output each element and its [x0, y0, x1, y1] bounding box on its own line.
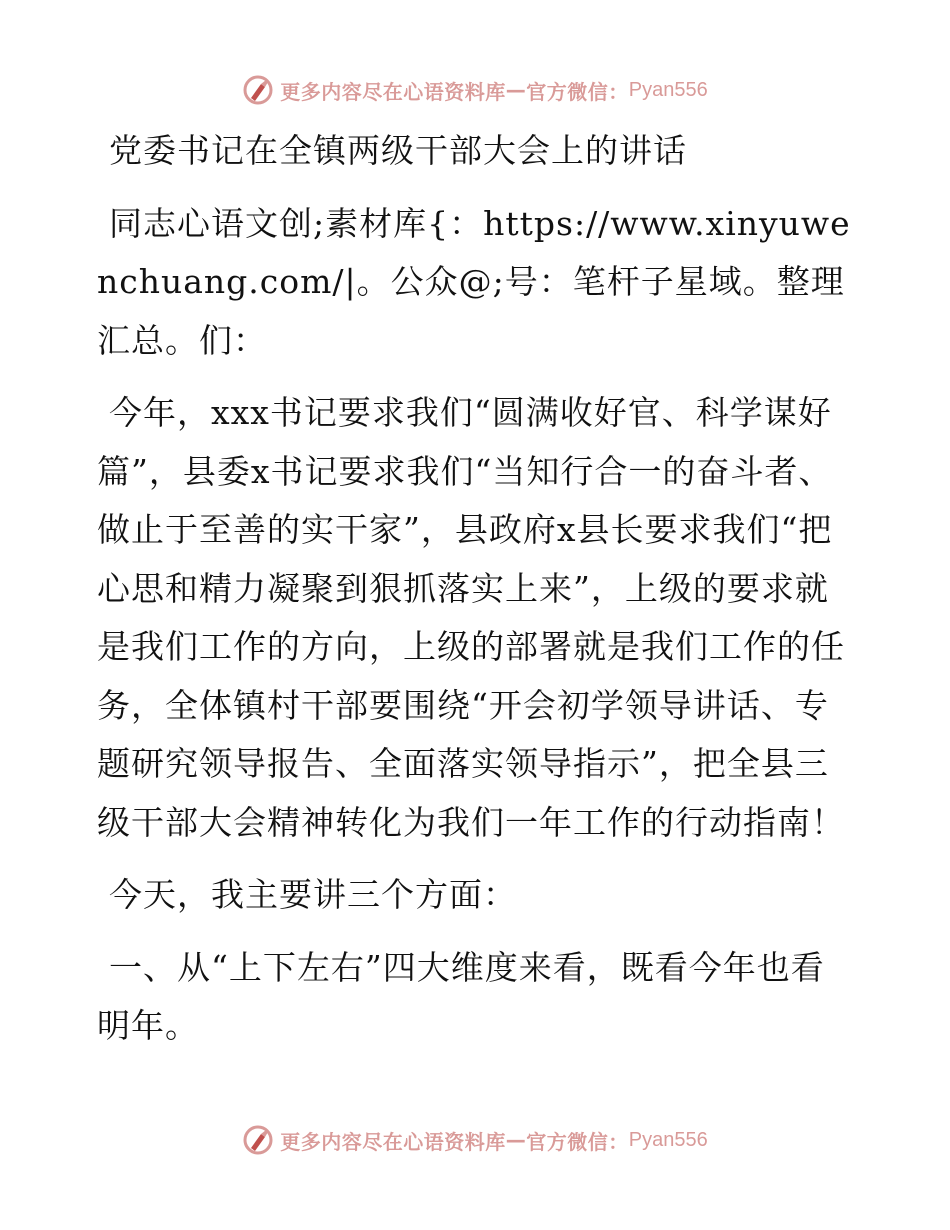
- watermark-brand-text: 更多内容尽在心语资料库: [280, 1129, 506, 1154]
- watermark-banner-top: [0, 70, 950, 110]
- pen-nib-logo-icon: [242, 1124, 274, 1156]
- watermark-account-id: Pyan556: [628, 1128, 708, 1151]
- watermark-banner-bottom: [0, 1120, 950, 1160]
- document-body: [97, 122, 853, 1070]
- watermark-separator: —: [505, 78, 527, 102]
- pen-nib-logo-icon: [242, 74, 274, 106]
- section-heading-one: 一、从“上下左右”四大维度来看，既看今年也看明年。: [97, 947, 825, 1045]
- watermark-brand-text: 更多内容尽在心语资料库: [280, 79, 506, 104]
- paragraph-outline-intro: 今天，我主要讲三个方面：: [109, 875, 517, 914]
- watermark-account-label: 官方微信：: [526, 79, 629, 104]
- paragraph-requirements: 今年，xxx书记要求我们“圆满收好官、科学谋好篇”，县委x书记要求我们“当知行合一的奋斗者、做止于至善的实干家”，县政府x县长要求我们“把心思和精力凝聚到狠抓落实上来”，上级的要求就是我们工作的方向，上级的部署就是我们工作的任务，全体镇村干部要围绕“开会初学领导讲话、专题研究领导报告、全面落实领导指示”，把全县三级干部大会精神转化为我们一年工作的行动指南！: [97, 393, 845, 842]
- watermark-separator: —: [505, 1128, 527, 1152]
- paragraph-greeting: 同志心语文创;素材库{：https://www.xinyuwenchuang.com/|。公众@;号：笔杆子星域。整理汇总。们：: [97, 203, 851, 360]
- watermark-account-label: 官方微信：: [526, 1129, 629, 1154]
- document-title: 党委书记在全镇两级干部大会上的讲话: [109, 131, 687, 170]
- watermark-account-id: Pyan556: [628, 78, 708, 101]
